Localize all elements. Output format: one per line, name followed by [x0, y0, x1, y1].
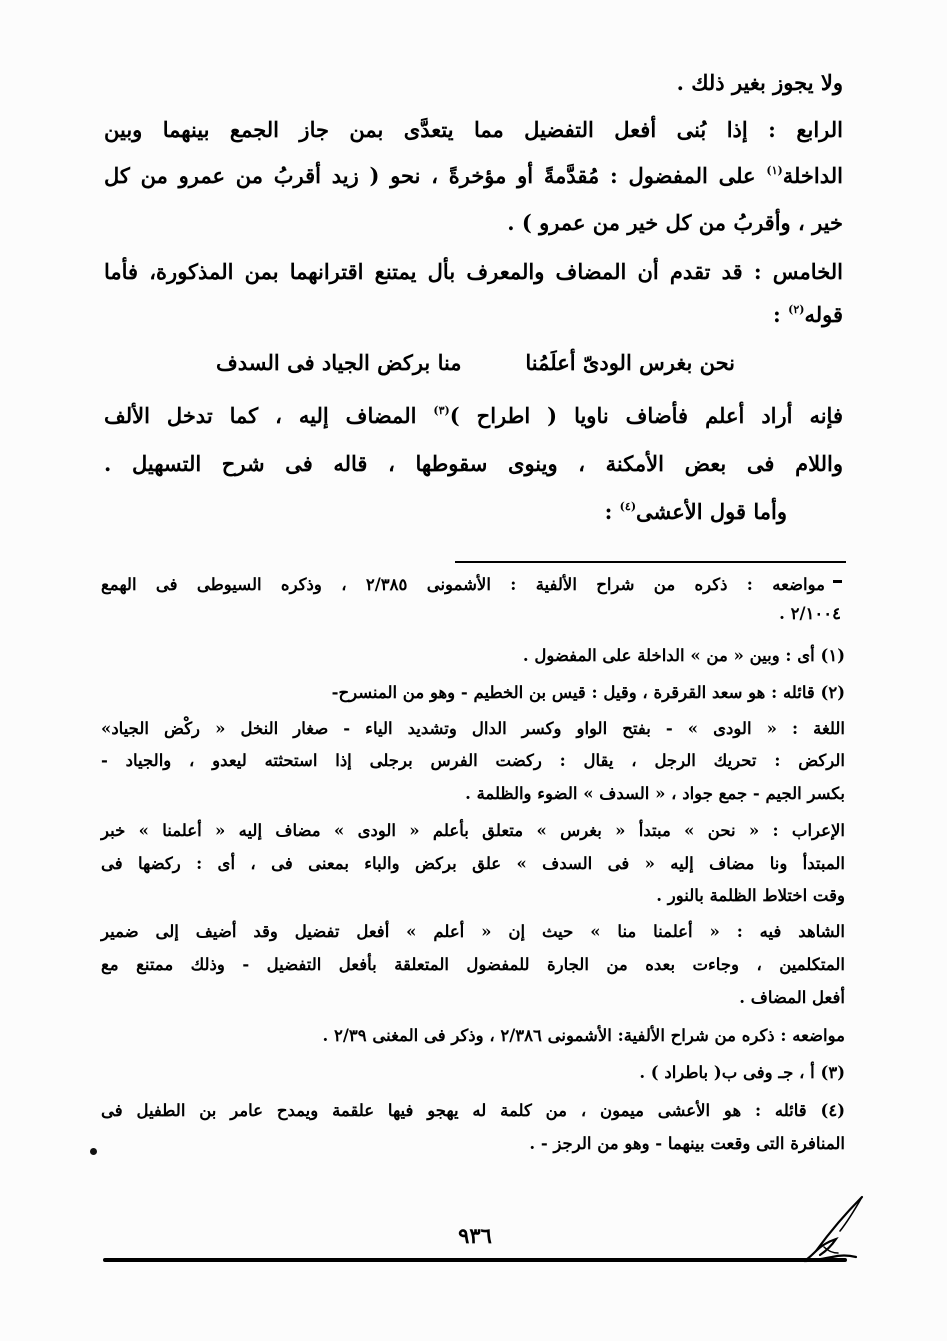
para-4-line-1: [104, 403, 843, 428]
footnote-2-line-4: بكسر الجيم - جمع جواد ، « السدف » الضوء والظلمة .: [465, 784, 845, 803]
para-2-line-1: الرابع : إذا بُنى أفعل التفضيل مما يتعدَّى بمن جاز الجمع بينهما وبين: [104, 117, 843, 142]
footnote-2-line-5: الإعراب : « نحن » مبتدأ « بغرس » متعلق بأعلم « الودى » مضاف إليه « أعلمنا » خبر: [101, 821, 845, 840]
para-4-line-1-start: فإنه أراد أعلم فأضاف ناويا ( اطراح ): [449, 403, 843, 428]
footnote-2-line-10: أفعل المضاف .: [739, 988, 845, 1007]
footnote-ref-1: (١): [766, 164, 783, 177]
footnote-2-line-8: الشاهد فيه : « أعلمنا منا » حيث إن « أعلم » أفعل تفضيل وقد أضيف إلى ضمير: [101, 922, 845, 941]
para-2-line-2-rest: على المفضول : مُقدَّمةً أو مؤخرةً ، نحو ( زيد أقربُ من عمرو من كل: [104, 163, 767, 188]
quill-pen-icon: [802, 1195, 866, 1267]
para-3-line-2-start: قوله: [804, 302, 843, 327]
footnote-separator: [455, 561, 846, 563]
para-2-line-2: [104, 163, 843, 188]
footnote-2-line-7: وقت اختلاط الظلمة بالنور .: [656, 886, 845, 905]
para-2-line-3: خير ، وأقربُ من كل خير من عمرو ) .: [507, 210, 843, 235]
para-5-start: وأما قول الأعشى: [636, 499, 787, 524]
bottom-rule: [103, 1258, 847, 1262]
footnote-4-line-2: المنافرة التى وقعت بينهما - وهو من الرجز - .: [529, 1134, 845, 1153]
para-5-line-1: [605, 499, 787, 524]
footnote-2-line-3: الركض : تحريك الرجل ، يقال : ركضت الفرس برجلى إذا استحثته ليعدو ، والجياد -: [101, 751, 845, 770]
margin-dot: [90, 1148, 97, 1155]
para-4-line-2: واللام فى بعض الأمكنة ، وينوى سقوطها ، قاله فى شرح التسهيل .: [104, 451, 843, 476]
footnote-2-line-9: المتكلمين ، وجاءت بعده من الجارة للمفضول المتعلقة بأفعل التفضيل - وذلك ممتنع مع: [101, 955, 845, 974]
footnote-0-line-2: ٢/١٠٠٤ .: [779, 604, 841, 623]
footnote-ref-2: (٢): [788, 303, 805, 316]
page-number: ٩٣٦: [458, 1223, 492, 1248]
footnote-0-line-1: مواضعه : ذكره من شراح الألفية : الأشمونى ٢/٣٨٥ ، وذكره السيوطى فى الهمع: [101, 575, 825, 594]
para-3-line-1: الخامس : قد تقدم أن المضاف والمعرف بأل يمتنع اقترانهما بمن المذكورة، فأما: [104, 259, 843, 284]
para-3-line-2: [773, 302, 843, 327]
footnote-ref-4: (٤): [619, 500, 637, 513]
para-5-rest: :: [604, 499, 620, 524]
footnote-2-line-1: (٢) قائله : هو سعد القرقرة ، وقيل : قيس بن الخطيم - وهو من المنسرح-: [331, 683, 845, 702]
main-line-1: ولا يجوز بغير ذلك .: [676, 70, 843, 95]
para-4-line-1-rest: المضاف إليه ، كما تدخل الألف: [104, 403, 434, 428]
para-2-line-2-start: الداخلة: [782, 163, 843, 188]
footnote-1: (١) أى : وبين « من » الداخلة على المفضول .: [522, 646, 845, 665]
verse-second-hemistich: منا بركض الجياد فى السدف: [216, 350, 462, 375]
footnote-2-line-11: مواضعه : ذكره من شراح الألفية: الأشمونى ٢/٣٨٦ ، وذكر فى المغنى ٢/٣٩ .: [322, 1026, 845, 1045]
verse-first-hemistich: نحن بغرس الودىّ أعلَمُنا: [525, 350, 735, 375]
footnote-ref-3: (٣): [433, 404, 450, 417]
para-3-line-2-rest: :: [773, 302, 789, 327]
footnote-3: (٣) أ ، جـ وفى ب( باطراد ) .: [639, 1063, 845, 1082]
footnote-2-line-2: اللغة : « الودى » - بفتح الواو وكسر الدال وتشديد الياء - صغار النخل « ركْض الجياد»: [101, 719, 845, 738]
footnote-dash: [833, 580, 842, 583]
footnote-4-line-1: (٤) قائله : هو الأعشى ميمون ، من كلمة له يهجو فيها علقمة ويمدح عامر بن الطفيل فى: [101, 1101, 845, 1120]
footnote-2-line-6: المبتدأ ونا مضاف إليه « فى السدف » علق بركض والباء بمعنى فى ، أى : ركضها فى: [101, 854, 845, 873]
